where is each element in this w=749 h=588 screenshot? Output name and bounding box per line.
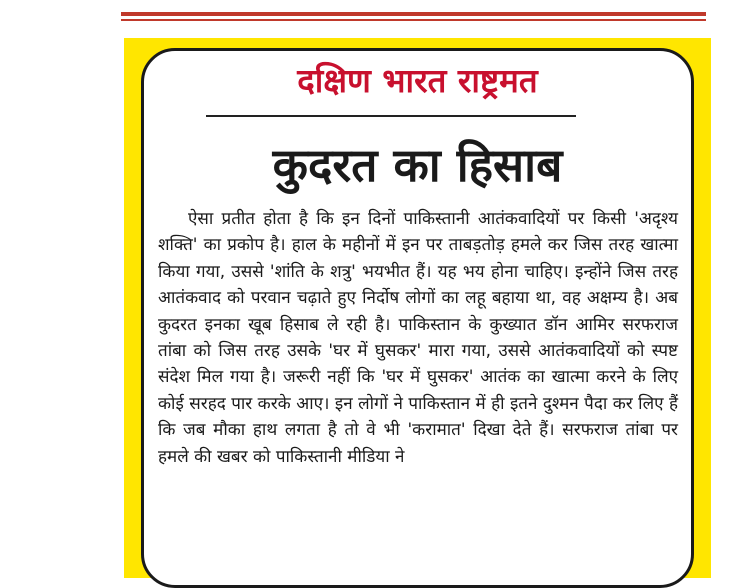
- article-headline: कुदरत का हिसाब: [272, 138, 563, 192]
- article-body: ऐसा प्रतीत होता है कि इन दिनों पाकिस्तानी आतंकवादियों पर किसी 'अदृश्य शक्ति' का प्रकोप है। हाल के महीनों में इन पर ताबड़तोड़ हमले कर जिस तरह खात्मा किया गया, उससे 'शांति के शत्रु' भयभीत हैं। यह भय होना चाहिए। इन्होंने जिस तरह आतंकवाद को परवान चढ़ाते हुए निर्दोष लोगों का लहू बहाया था, वह अक्षम्य है। अब कुदरत इनका खूब हिसाब ले रही है। पाकिस्तान के कुख्यात डॉन आमिर सरफराज तांबा को जिस तरह उसके 'घर में घुसकर' मारा गया, उससे आतंकवादियों को स्पष्ट संदेश मिल गया है। जरूरी नहीं कि 'घर में घुसकर' आतंक का खात्मा करने के लिए कोई सरहद पार करके आए। इन लोगों ने पाकिस्तान में ही इतने दुश्मन पैदा कर लिए हैं कि जब मौका हाथ लगता है तो वे भी 'करामात' दिखा देते हैं। सरफराज तांबा पर हमले की खबर को पाकिस्तानी मीडिया ने: [158, 209, 678, 467]
- top-rule-thick: [121, 12, 706, 16]
- newspaper-masthead: दक्षिण भारत राष्ट्रमत: [297, 61, 538, 100]
- top-rule-thin: [121, 19, 706, 21]
- masthead-divider: [206, 115, 576, 117]
